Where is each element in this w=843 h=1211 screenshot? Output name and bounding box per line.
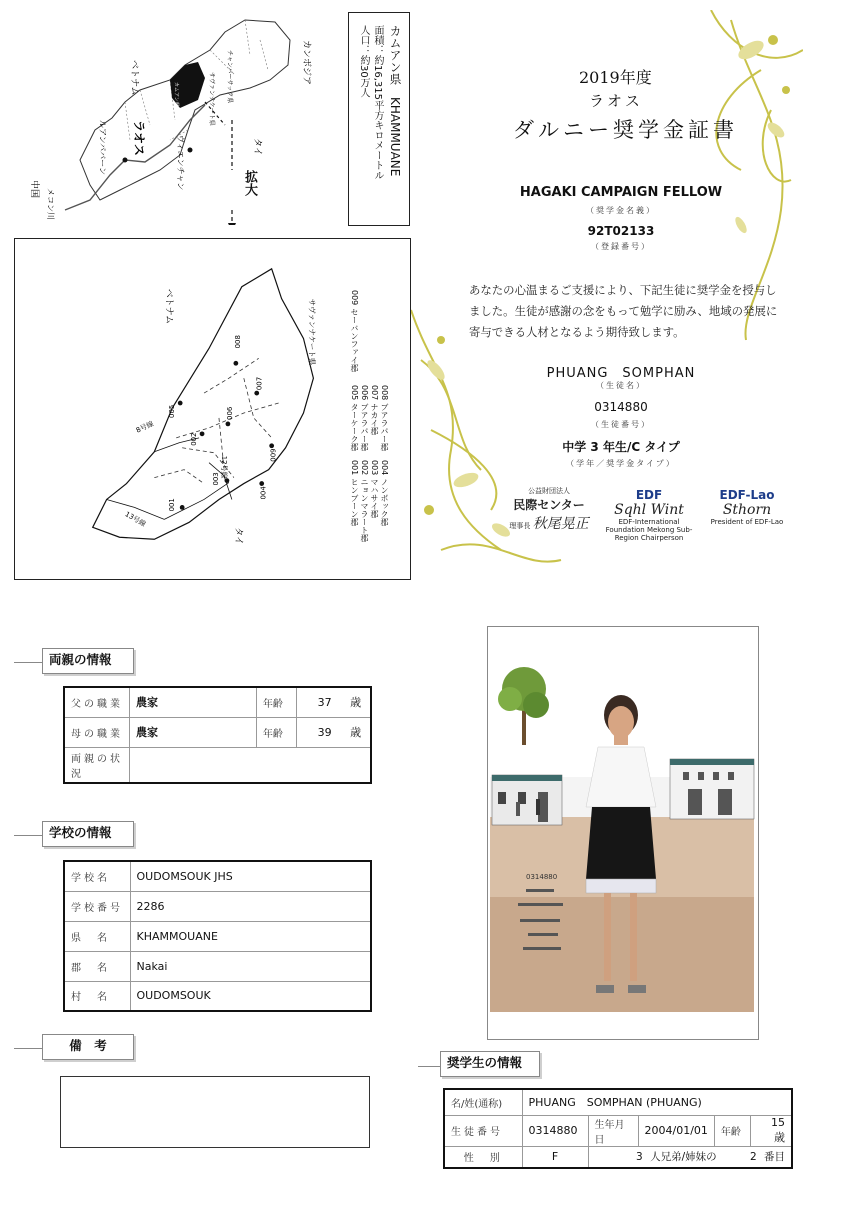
school-section-label: 学校の情報 [42, 821, 134, 847]
registration-caption: （登録番号） [591, 242, 651, 251]
age-unit: 歳 [350, 726, 362, 739]
table-row [64, 921, 371, 951]
table-row [64, 687, 371, 717]
legend-item: 004 ノンボック郡 [380, 460, 389, 526]
minsai-center-logo [499, 486, 599, 533]
label-luang-prabang: ルアンパバーン [98, 120, 107, 175]
point-label-004: 004 [259, 486, 268, 500]
org1-signature: 秋尾晃正 [532, 516, 589, 532]
table-row [64, 861, 371, 891]
mother-age-label: 年齢 [256, 717, 296, 747]
student-table [443, 1088, 793, 1169]
village-label: 村 名 [64, 981, 130, 1011]
label-laos: ラオス [132, 120, 146, 156]
student-id: 0314880 [522, 1115, 588, 1146]
label-champasak: チャンパーサック県 [226, 50, 233, 104]
province-outline [93, 269, 317, 539]
student-age: 15 [771, 1116, 785, 1129]
student-photo [488, 627, 758, 1039]
school-number: 2286 [130, 891, 371, 921]
school-table [63, 860, 372, 1012]
district-value: Nakai [130, 951, 371, 981]
org1-name: 民際センター [513, 498, 585, 512]
father-age-cell [296, 687, 371, 717]
label-route12: 12号線 [219, 455, 228, 479]
student-birth: 2004/01/01 [638, 1115, 714, 1146]
father-age: 37 [317, 696, 332, 710]
mother-age-cell [296, 717, 371, 747]
certificate-message: あなたの心温まるご支援により、下記生徒に奨学金を授与しました。生徒が感謝の念をもって勉学に励み、地域の発展に寄与できる人材となるよう期待致します。 [469, 283, 778, 339]
student-age-cell [750, 1115, 792, 1146]
legend-item: 003 マハサイ郡 [370, 460, 379, 518]
siblings-cell [588, 1146, 792, 1168]
certificate-student-name: PHUANG SOMPHAN [546, 366, 696, 381]
label-cambodia: カンボジア [301, 40, 311, 86]
student-age-unit: 歳 [774, 1131, 785, 1144]
legend-item: 001 ヒンブーン郡 [350, 460, 359, 526]
parents-section-label: 両親の情報 [42, 648, 134, 674]
org3-caption: President of EDF-Lao [710, 518, 784, 526]
photo-board-number: 0314880 [526, 873, 558, 881]
legend-item: 006 ブアラパー郡 [360, 385, 369, 451]
arrow-head [228, 223, 236, 225]
label-route13: 13号線 [123, 510, 148, 529]
label-route8: 8号線 [134, 419, 155, 435]
age-label: 年齢 [714, 1115, 750, 1146]
point-label-001: 001 [168, 498, 177, 512]
school-name-label: 学校名 [64, 861, 130, 891]
table-row [64, 951, 371, 981]
point-001 [180, 505, 185, 510]
legend-item: 008 ブアラパー郡 [380, 385, 389, 451]
name-label: 名/姓(通称) [444, 1089, 522, 1115]
table-row [444, 1115, 792, 1146]
org2-signature: Sqhl Wint [614, 502, 684, 518]
point-004 [259, 481, 264, 486]
mother-job: 農家 [130, 717, 257, 747]
point-002 [200, 431, 205, 436]
point-007 [254, 391, 259, 396]
section-line [418, 1066, 440, 1067]
edf-logo [603, 488, 695, 542]
province-area: 面積：約16,315平方キロメートル [372, 25, 383, 180]
table-row [444, 1146, 792, 1168]
label-thailand: タイ [252, 138, 262, 156]
remarks-box [60, 1076, 370, 1148]
label-vientiane: ヴィエンチャン [176, 135, 185, 191]
edf-lao-logo [707, 488, 787, 526]
point-008 [233, 361, 238, 366]
student-name-caption: （生徒名） [596, 381, 646, 390]
scholarship-certificate [411, 10, 803, 582]
point-006 [226, 422, 231, 427]
point-005 [178, 401, 183, 406]
point-label-007: 007 [255, 376, 264, 391]
student-section-label: 奨学生の情報 [440, 1051, 540, 1077]
point-label-006: 006 [225, 406, 234, 420]
label-savannakhet-detail: サヴァンナケート県 [307, 298, 317, 366]
label-savannakhet: サヴァンナケート県 [208, 72, 215, 126]
birth-order-text: 番目 [764, 1151, 785, 1164]
student-sex: F [522, 1146, 588, 1168]
siblings-text: 人兄弟/姉妹の [650, 1151, 717, 1164]
point-label-009: 009 [269, 448, 278, 462]
birth-order: 2 [749, 1151, 757, 1164]
student-photo-frame [487, 626, 759, 1040]
table-row [64, 891, 371, 921]
province-population: 人口：約30万人 [358, 25, 369, 98]
point-009 [269, 443, 274, 448]
age-unit: 歳 [350, 696, 362, 710]
org3-signature: Sthorn [722, 502, 772, 518]
legend-item: 002 ニョンマラート郡 [360, 460, 369, 542]
student-name: PHUANG SOMPHAN (PHUANG) [522, 1089, 792, 1115]
point-003 [225, 478, 230, 483]
mother-age: 39 [317, 726, 332, 739]
table-row [64, 747, 371, 783]
parents-table [63, 686, 372, 784]
parents-status-label: 両親の状況 [64, 747, 130, 783]
student-id-caption: （生徒番号） [591, 420, 651, 429]
label-vietnam: ベトナム [129, 60, 139, 96]
school-building-left [492, 775, 562, 825]
label-thailand-detail: タイ [232, 527, 243, 546]
table-row [444, 1089, 792, 1115]
province-label: 県 名 [64, 921, 130, 951]
label-vietnam-detail: ベトナム [163, 288, 174, 325]
legend-item: 007 ナカイ郡 [370, 385, 379, 435]
certificate-student-id: 0314880 [594, 400, 648, 414]
section-line [14, 1048, 44, 1049]
certificate-title: ダルニー奨学金証書 [513, 118, 738, 142]
school-number-label: 学校番号 [64, 891, 130, 921]
expand-label: 拡大 [242, 170, 257, 196]
father-age-label: 年齢 [256, 687, 296, 717]
label-china: 中国 [29, 180, 39, 199]
point-label-008: 008 [233, 335, 242, 349]
sex-label: 性 別 [444, 1146, 522, 1168]
org1-role: 理事長 [509, 522, 531, 530]
school-building-right [670, 759, 754, 819]
org1-small: 公益財団法人 [528, 487, 570, 495]
siblings-count: 3 [636, 1151, 643, 1164]
certificate-grade-type: 中学 3 年生/C タイプ [562, 440, 680, 454]
village-value: OUDOMSOUK [130, 981, 371, 1011]
father-job-label: 父の職業 [64, 687, 130, 717]
province-name: カムアン県 KHAMMUANE [388, 25, 402, 177]
father-job: 農家 [130, 687, 257, 717]
section-line [14, 662, 44, 663]
parents-status [130, 747, 371, 783]
table-row [64, 717, 371, 747]
point-label-002: 002 [190, 432, 199, 446]
registration-number: 92T02133 [587, 224, 655, 238]
birth-label: 生年月日 [588, 1115, 638, 1146]
school-name: OUDOMSOUK JHS [130, 861, 371, 891]
legend-item: 009 セーバンファイ郡 [350, 290, 359, 372]
certificate-country: ラオス [589, 92, 643, 110]
org2-brand: EDF [635, 488, 663, 502]
district-legend [350, 290, 398, 570]
district-label: 郡 名 [64, 951, 130, 981]
label-khammouane-small: カムアン県 [173, 82, 179, 107]
org3-brand: EDF-Lao [719, 488, 775, 502]
point-label-003: 003 [211, 472, 220, 486]
id-label: 生徒番号 [444, 1115, 522, 1146]
remarks-section-label: 備 考 [42, 1034, 134, 1060]
campaign-caption: （奨学金名義） [586, 206, 656, 215]
org2-caption: EDF-International Foundation Mekong Sub-Region Chairperson [605, 518, 693, 542]
section-line [14, 835, 44, 836]
campaign-name: HAGAKI CAMPAIGN FELLOW [519, 185, 723, 200]
laos-overview-map [20, 10, 340, 225]
table-row [64, 981, 371, 1011]
grade-caption: （学年／奨学金タイプ） [566, 459, 676, 468]
certificate-year: 2019年度 [579, 68, 652, 87]
province-info-card [348, 12, 410, 226]
mother-job-label: 母の職業 [64, 717, 130, 747]
point-label-005: 005 [168, 404, 177, 418]
label-mekong: メコン川 [46, 188, 55, 220]
province-value: KHAMMOUANE [130, 921, 371, 951]
legend-item: 005 ターケーク郡 [350, 385, 359, 451]
